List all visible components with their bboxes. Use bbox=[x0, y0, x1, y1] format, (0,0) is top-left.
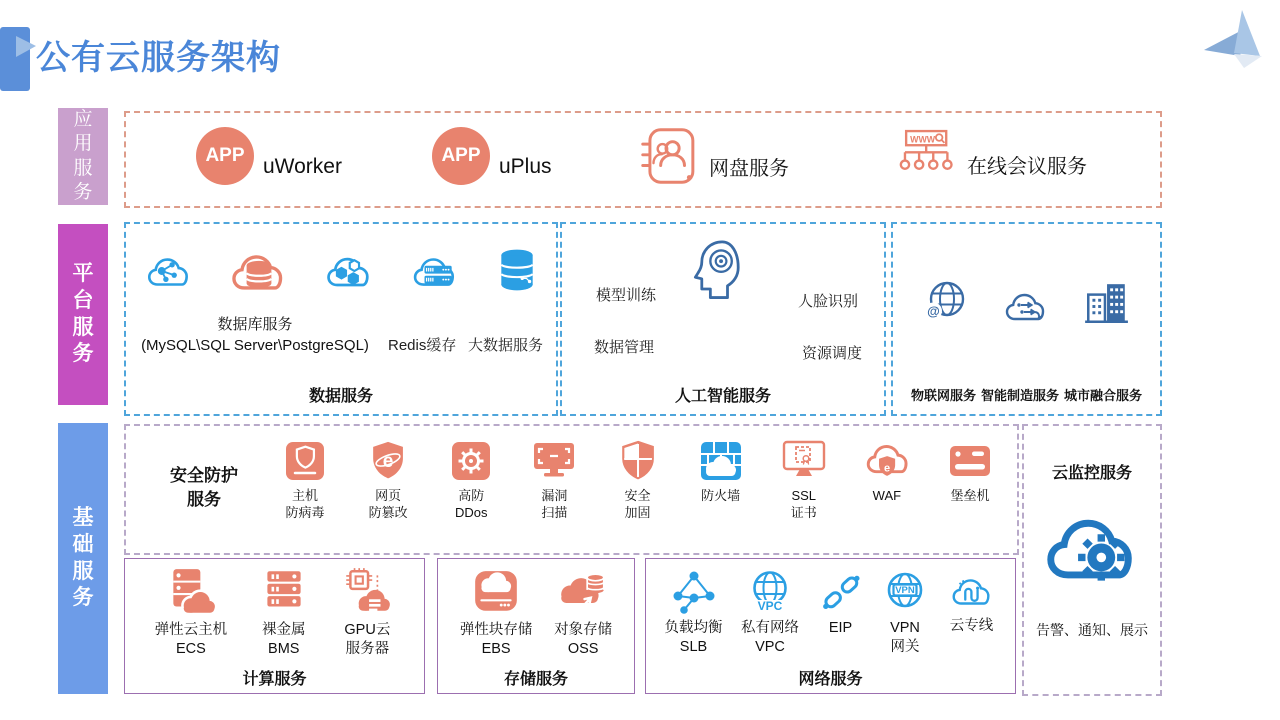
compute-box-title: 计算服务 bbox=[242, 671, 307, 688]
firewall-icon bbox=[698, 438, 744, 484]
item-label: DDos bbox=[454, 504, 488, 520]
item-label: ECS bbox=[175, 640, 206, 657]
item-label: 弹性块存储 bbox=[459, 622, 533, 638]
web-antitamper-shield-icon bbox=[365, 438, 411, 484]
item-label: 防火墙 bbox=[701, 488, 741, 503]
ai-label-data-management: 数据管理 bbox=[594, 339, 655, 356]
item-label: VPN bbox=[890, 620, 920, 636]
item-label: GPU云 bbox=[344, 622, 391, 638]
item-label: OSS bbox=[567, 640, 599, 657]
waf-item bbox=[848, 438, 926, 522]
uworker-item bbox=[196, 127, 342, 185]
bigdata-label: 大数据服务 bbox=[468, 337, 544, 354]
sidebar-label: 平台服务 bbox=[72, 261, 94, 366]
item-label: 网关 bbox=[890, 638, 920, 655]
bastion-host-item bbox=[931, 438, 1009, 522]
security-title-line2: 服务 bbox=[187, 489, 221, 509]
city-buildings-icon bbox=[1079, 280, 1133, 328]
item-label: EBS bbox=[481, 640, 511, 657]
item-label: VPC bbox=[755, 638, 785, 655]
smart-manufacturing-cloud-icon bbox=[1000, 284, 1052, 328]
bare-metal-server-icon bbox=[257, 567, 311, 617]
app-circle-icon: APP bbox=[432, 127, 490, 185]
cloud-monitoring-gear-icon bbox=[1040, 500, 1144, 600]
item-label: 对象存储 bbox=[554, 622, 613, 638]
bms-item bbox=[257, 567, 311, 659]
ai-services-box bbox=[560, 222, 886, 416]
vpn-badge: VPN bbox=[895, 585, 915, 596]
netdisk-item bbox=[638, 125, 789, 187]
ssl-certificate-item bbox=[765, 438, 843, 522]
item-label: 服务器 bbox=[345, 640, 390, 657]
uworker-label: uWorker bbox=[263, 155, 342, 178]
item-label: 负载均衡 bbox=[664, 620, 723, 636]
sidebar-infrastructure-services bbox=[58, 423, 108, 694]
application-services-box bbox=[124, 111, 1162, 208]
uplus-label: uPlus bbox=[499, 155, 552, 178]
sidebar-label: 基础服务 bbox=[72, 505, 94, 610]
slb-item bbox=[665, 569, 723, 657]
item-label: BMS bbox=[268, 640, 300, 657]
item-label: 高防 bbox=[458, 488, 485, 503]
compute-services-box bbox=[124, 558, 425, 694]
elastic-block-storage-icon bbox=[471, 567, 521, 617]
cloud-hexagons-icon bbox=[321, 247, 377, 295]
sidebar-application-services bbox=[58, 108, 108, 205]
cloud-monitoring-box bbox=[1022, 424, 1162, 696]
ecs-item bbox=[155, 567, 228, 659]
item-label: 堡垒机 bbox=[950, 488, 990, 503]
data-box-title: 数据服务 bbox=[308, 388, 373, 405]
elastic-cloud-host-icon bbox=[164, 567, 218, 617]
item-label: 云专线 bbox=[949, 618, 994, 634]
app-circle-icon: APP bbox=[196, 127, 254, 185]
item-label: 防病毒 bbox=[285, 504, 325, 520]
iot-services-box bbox=[891, 222, 1162, 416]
vpn-gateway-globe-icon bbox=[882, 569, 928, 615]
anti-ddos-item bbox=[432, 438, 510, 522]
ssl-certificate-icon bbox=[781, 438, 827, 484]
security-title-line1: 安全防护 bbox=[170, 466, 238, 485]
big-database-icon bbox=[494, 245, 540, 297]
meeting-item bbox=[892, 129, 1087, 185]
bastion-host-icon bbox=[947, 438, 993, 484]
db-label: 数据库服务 bbox=[217, 316, 293, 333]
e-badge: e bbox=[883, 462, 890, 475]
vpn-gateway-item bbox=[882, 569, 928, 657]
network-services-box bbox=[645, 558, 1016, 694]
security-hardening-item bbox=[599, 438, 677, 522]
title-arrow-icon bbox=[14, 36, 38, 60]
gpu-cloud-item bbox=[340, 567, 394, 659]
oss-item bbox=[554, 567, 612, 659]
item-label: 主机 bbox=[291, 488, 318, 503]
e-badge: e bbox=[382, 451, 394, 472]
ai-label-resource-scheduling: 资源调度 bbox=[801, 345, 862, 362]
web-antitamper-item bbox=[349, 438, 427, 522]
www-badge: WWW bbox=[910, 134, 936, 145]
item-label: 网页 bbox=[375, 488, 402, 503]
storage-services-box bbox=[437, 558, 635, 694]
security-services-box bbox=[124, 424, 1019, 555]
vulnerability-scan-icon bbox=[531, 438, 577, 484]
ai-head-icon bbox=[690, 238, 750, 310]
host-antivirus-icon bbox=[282, 438, 328, 484]
online-meeting-icon bbox=[892, 129, 958, 185]
item-label: 安全 bbox=[624, 488, 651, 503]
ai-label-model-training: 模型训练 bbox=[596, 287, 657, 304]
vpc-badge: VPC bbox=[757, 599, 783, 613]
cloud-servers-icon bbox=[408, 248, 464, 294]
ai-label-face-recognition: 人脸识别 bbox=[797, 293, 858, 310]
eip-link-icon bbox=[818, 569, 864, 615]
item-label: 证书 bbox=[790, 504, 817, 520]
ebs-item bbox=[460, 567, 533, 659]
firewall-item bbox=[682, 438, 760, 522]
cloud-dedicated-line-item bbox=[947, 569, 997, 636]
uplus-item bbox=[432, 127, 552, 185]
smart-manufacturing-label: 智能制造服务 bbox=[980, 388, 1059, 403]
gpu-cloud-server-icon bbox=[340, 567, 394, 617]
netdisk-label: 网盘服务 bbox=[709, 158, 789, 180]
iot-label: 物联网服务 bbox=[910, 388, 976, 403]
item-label: 私有网络 bbox=[741, 620, 799, 636]
cloud-dedicated-line-icon bbox=[947, 569, 997, 613]
item-label: SLB bbox=[679, 638, 708, 655]
db-sublabel: (MySQL\SQL Server\PostgreSQL) bbox=[141, 337, 369, 354]
eip-item bbox=[818, 569, 864, 638]
vulnerability-scan-item bbox=[515, 438, 593, 522]
vpc-item bbox=[741, 569, 799, 657]
data-services-box bbox=[124, 222, 558, 416]
security-box-title bbox=[148, 464, 260, 512]
sidebar-label: 应用服务 bbox=[73, 108, 93, 203]
item-label: SSL bbox=[791, 488, 817, 503]
item-label: 扫描 bbox=[541, 504, 568, 520]
item-label: EIP bbox=[828, 620, 853, 636]
security-hardening-shield-icon bbox=[615, 438, 661, 484]
load-balancer-icon bbox=[671, 569, 717, 615]
iot-globe-icon bbox=[920, 276, 972, 328]
ai-box-title: 人工智能服务 bbox=[674, 388, 771, 405]
waf-cloud-shield-icon bbox=[862, 438, 912, 484]
meeting-label: 在线会议服务 bbox=[967, 156, 1087, 178]
item-label: 弹性云主机 bbox=[154, 622, 228, 638]
network-box-title: 网络服务 bbox=[798, 671, 863, 688]
redis-label: Redis缓存 bbox=[388, 337, 457, 354]
vpc-globe-icon bbox=[747, 569, 793, 615]
item-label: 裸金属 bbox=[262, 622, 306, 638]
city-integration-label: 城市融合服务 bbox=[1064, 388, 1143, 403]
monitor-caption: 告警、通知、展示 bbox=[1036, 622, 1148, 638]
page-title: 公有云服务架构 bbox=[36, 39, 281, 77]
object-storage-icon bbox=[556, 567, 610, 617]
paper-plane-logo-icon bbox=[1190, 4, 1270, 72]
storage-box-title: 存储服务 bbox=[503, 671, 568, 688]
cloud-network-icon bbox=[142, 248, 196, 294]
at-badge: @ bbox=[927, 303, 941, 319]
sidebar-platform-services bbox=[58, 224, 108, 405]
monitor-box-title: 云监控服务 bbox=[1051, 465, 1132, 482]
item-label: 加固 bbox=[624, 504, 651, 520]
database-service-label bbox=[126, 314, 384, 356]
item-label: 防篡改 bbox=[368, 504, 408, 520]
item-label: 漏洞 bbox=[541, 488, 568, 503]
item-label: WAF bbox=[872, 488, 902, 503]
contacts-book-icon bbox=[638, 125, 700, 187]
cloud-database-icon bbox=[227, 244, 291, 298]
anti-ddos-gear-icon bbox=[448, 438, 494, 484]
host-antivirus-item bbox=[266, 438, 344, 522]
